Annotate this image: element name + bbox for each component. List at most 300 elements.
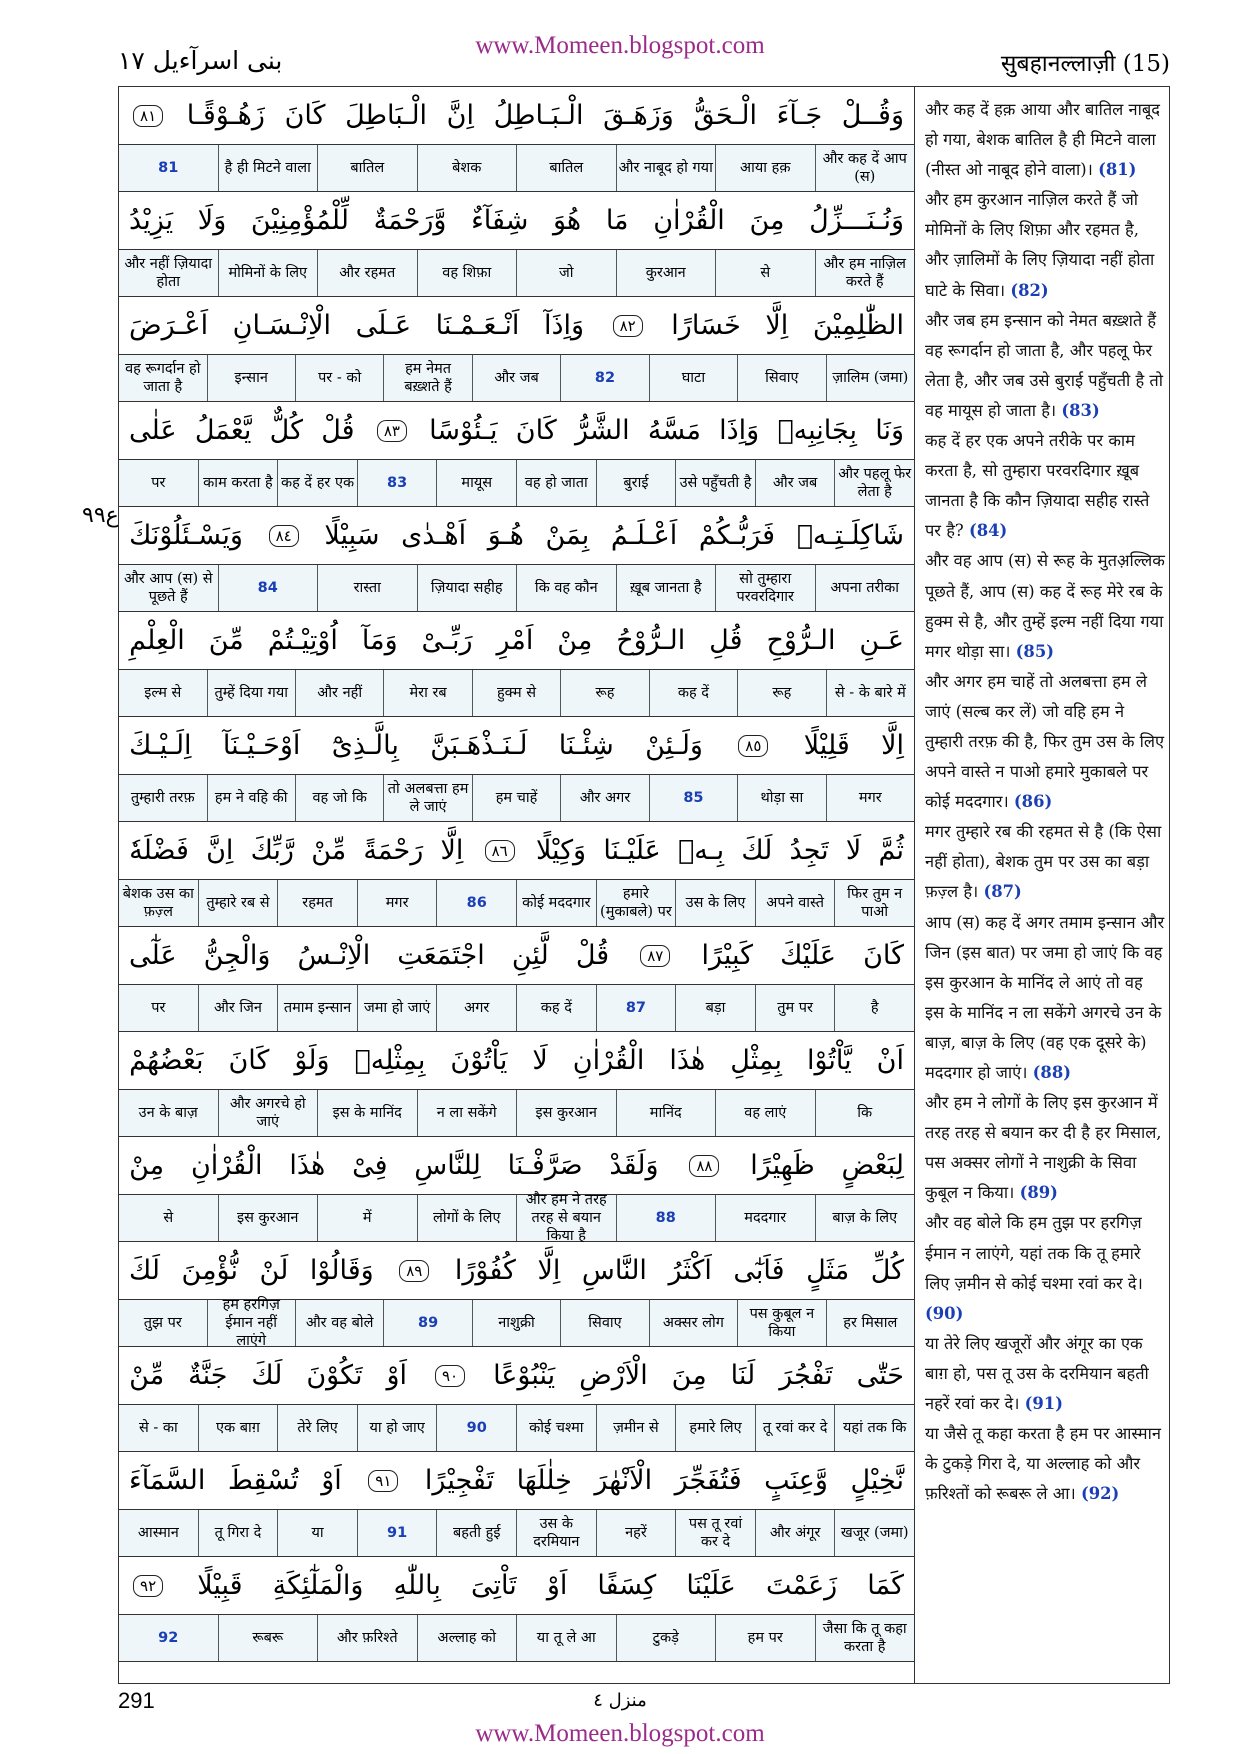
translation-text: और हम ने लोगों के लिए इस कुरआन में तरह तरह से बयान कर दी है हर मिसाल, पस अक्सर लोगों ने नाशुक्री के सिवा कुबूल न किया। [925, 1093, 1162, 1203]
arabic-word: نُّؤْمِنَ [181, 1255, 238, 1286]
arabic-word: تَفْجُرَ [779, 1360, 833, 1391]
meaning-cell: पर - को [295, 355, 383, 401]
meaning-cell: पर [151, 1000, 166, 1016]
arabic-word: مِّنْ [311, 835, 347, 866]
arabic-word: مِنْ [129, 1150, 165, 1181]
arabic-word: وَّعِنَبٍ [764, 1465, 828, 1496]
meaning-cell: हम पर [715, 1615, 815, 1661]
arabic-word: مَسَّهُ [647, 415, 701, 446]
meaning-cell: और आप (स) से पूछते हैं [123, 571, 213, 605]
arabic-word: وَنَا [875, 415, 904, 446]
arabic-word: فَتُفَجِّرَ [674, 1465, 742, 1496]
arabic-word: اَوْ [321, 1465, 342, 1496]
meaning-cell: कुरआन [616, 250, 716, 296]
meaning-cell: और वह बोले [295, 1300, 383, 1346]
translation-paragraph [925, 426, 1165, 546]
meaning-cell: से - के बारे में [826, 670, 914, 716]
meaning-cell: मायूस [436, 460, 516, 506]
meaning-cell: आया हक़ [715, 145, 815, 191]
arabic-line [119, 927, 914, 985]
arabic-word: اَنْـعَـمْـنَا [435, 310, 520, 341]
meaning-row [119, 355, 914, 402]
arabic-word: وَّرَحْمَةٌ [373, 205, 447, 236]
arabic-word: اِنَّ [446, 100, 474, 131]
meaning-cell: हुक्म से [472, 670, 560, 716]
meaning-cell: लोगों के लिए [417, 1195, 517, 1241]
arabic-word: قَلِيْلًا [803, 730, 850, 761]
meaning-row [119, 1297, 914, 1349]
meaning-cell: अपना तरीका [815, 565, 915, 611]
meaning-cell: कह दें [516, 985, 596, 1031]
arabic-word: الْعِلْمِ [129, 625, 185, 656]
meaning-cell: रूबरू [218, 1615, 318, 1661]
meaning-cell: है ही मिटने वाला [218, 145, 318, 191]
meaning-cell: रूह [560, 670, 648, 716]
translation-text: या तेरे लिए खजूरों और अंगूर का एक बाग़ हो, पस तू उस के दरमियान बहती नहरें रवां कर दे। [925, 1333, 1149, 1414]
meaning-cell: ज़ालिम (जमा) [826, 355, 914, 401]
meaning-cell: तो अलबत्ता हम ले जाएं [383, 775, 471, 821]
meaning-cell: हम चाहें [472, 775, 560, 821]
arabic-word: الْاِنْـسُ [297, 940, 371, 971]
arabic-word: فَرَبُّـكُمْ [698, 520, 776, 551]
arabic-word: كُفُوْرًا [454, 1255, 516, 1286]
arabic-word: وَيَسْـئَلُوْنَكَ [129, 520, 243, 551]
meaning-cell: उसे पहुँचती है [675, 460, 755, 506]
meaning-cell: और जब [472, 355, 560, 401]
meaning-cell: ज़मीन से [596, 1405, 676, 1451]
meaning-cell: और फ़रिश्ते [317, 1615, 417, 1661]
meaning-cell: तुम पर [755, 985, 835, 1031]
arabic-word: الْاِنْـسَـانِ [232, 310, 332, 341]
meaning-cell: और हम नाज़िल करते हैं [815, 250, 915, 296]
meaning-cell: तुम्हारे रब से [198, 880, 278, 926]
meaning-cell: कह दें [649, 670, 737, 716]
arabic-word: وَاِذَا [719, 415, 760, 446]
ayah-number-cell: 86 [436, 880, 516, 926]
ayah-number-cell: 90 [436, 1405, 516, 1451]
ayah-number: (82) [1010, 280, 1049, 300]
arabic-word: وَالْمَلٰٓئِكَةِ [272, 1570, 364, 1601]
meaning-cell: तुम्हारी तरफ़ [130, 790, 195, 806]
arabic-word: اِلَـيْـكَ [129, 730, 192, 761]
meaning-cell: पर [151, 475, 166, 491]
meaning-cell: से [163, 1210, 174, 1226]
ayah-number: (81) [1098, 160, 1137, 180]
arabic-word: شِئْـنَا [558, 730, 614, 761]
manzil-label: منزل ٤ [593, 1690, 647, 1711]
meaning-cell: अगर [436, 985, 516, 1031]
meaning-cell: नहरें [596, 1510, 676, 1556]
meaning-cell: वह जो कि [295, 775, 383, 821]
arabic-word: وَمَآ [361, 625, 398, 656]
arabic-word: الـرُّوْحُ [616, 625, 686, 656]
arabic-word: الْـبَـاطِلُ [493, 100, 584, 131]
arabic-word: وَلَا [197, 205, 227, 236]
meaning-cell: वह शिफ़ा [417, 250, 517, 296]
meaning-row [119, 670, 914, 717]
arabic-word: عَلَيْكَ [780, 940, 837, 971]
arabic-word: لَا [532, 1045, 548, 1076]
meaning-cell: रूह [737, 670, 825, 716]
meaning-cell: से [715, 250, 815, 296]
meaning-cell: और जब [755, 460, 835, 506]
translation-text: और वह आप (स) से रूह के मुतअ़ल्लिक पूछते हैं, आप (स) कह दें रूह मेरे रब के हुक्म से है, और तुम्हें इल्म नहीं दिया गया मगर थोड़ा सा। [925, 551, 1165, 661]
arabic-word: ثُمَّ [878, 835, 904, 866]
ayah-number: (84) [968, 521, 1008, 541]
arabic-line [119, 402, 914, 460]
translation-text: और जब हम इन्सान को नेमत बख़्शते हैं वह रूगर्दान हो जाता है, और पहलू फेर लेता है, और जब उसे बुराई पहुँचती है तो वह मायूस हो जाता है। [925, 310, 1164, 420]
translation-paragraph [925, 306, 1165, 426]
arabic-line [119, 1032, 914, 1090]
arabic-word: يَـئُوْسًا [429, 415, 498, 446]
meaning-row [119, 1192, 914, 1244]
arabic-word: قُلْ [575, 940, 610, 971]
arabic-word: قُلْ [321, 415, 355, 446]
arabic-word: الـرُّوْحِ [766, 625, 836, 656]
arabic-word: سَبِيْلًا [324, 520, 380, 551]
meaning-cell: कह दें हर एक [277, 460, 357, 506]
arabic-word: جَنَّةٌ [188, 1360, 228, 1391]
meaning-cell: बाज़ के लिए [815, 1195, 915, 1241]
translation-paragraph [925, 95, 1165, 185]
ayah-number-cell: 88 [616, 1195, 716, 1241]
arabic-word: كَانَ [515, 415, 557, 446]
translation-paragraph [925, 1208, 1165, 1328]
arabic-word: لِلنَّاسِ [414, 1150, 481, 1181]
arabic-word: اُوْتِيْـتُمْ [267, 625, 338, 656]
arabic-word: كَانَ [284, 100, 326, 131]
arabic-word: كُلِّ [870, 1255, 904, 1286]
arabic-word: اَوْ [386, 1360, 408, 1391]
arabic-word: الظّٰلِمِيْنَ [812, 310, 904, 341]
arabic-word: زَعَمْتَ [765, 1570, 838, 1601]
arabic-word: الْاَرْضِ [579, 1360, 648, 1391]
meaning-cell: वह लाएं [715, 1090, 815, 1136]
arabic-word: بِمِثْلِ [730, 1045, 782, 1076]
arabic-line [119, 612, 914, 670]
translation-paragraph [925, 908, 1165, 1089]
arabic-word: بِـهٖ [678, 835, 725, 866]
ayah-number-cell: 87 [596, 985, 676, 1031]
arabic-word: عَلَيْـنَا [603, 835, 661, 866]
translation-column [915, 87, 1171, 1683]
meaning-cell: तुझ पर [143, 1315, 182, 1331]
ayah-number: (87) [983, 882, 1022, 902]
arabic-word: حَتّٰى [856, 1360, 904, 1391]
arabic-word: وَقَالُوْا [309, 1255, 374, 1286]
meaning-cell: खजूर (जमा) [834, 1510, 914, 1556]
meaning-row [119, 1615, 914, 1662]
ayah-marker: ٨٣ [377, 420, 407, 442]
arabic-line [119, 192, 914, 250]
meaning-cell: हम ने वहि की [207, 775, 295, 821]
arabic-word: كَانَ [228, 1045, 270, 1076]
ayah-marker: ٨٧ [640, 945, 670, 967]
arabic-word: تُسْقِطَ [227, 1465, 299, 1496]
meaning-cell: या हो जाए [357, 1405, 437, 1451]
meaning-cell: हमारे लिए [675, 1405, 755, 1451]
meaning-cell: और जिन [198, 985, 278, 1031]
arabic-word: اِلَّا [537, 1255, 561, 1286]
arabic-word: تَكُوْنَ [306, 1360, 363, 1391]
ruku-mark: ۹ع۹ [82, 503, 119, 528]
translation-text: और कह दें हक़ आया और बातिल नाबूद हो गया, बेशक बातिल है ही मिटने वाला (नीस्त ओ नाबूद होने वाला)। [925, 100, 1160, 180]
arabic-word: مِنَ [749, 205, 785, 236]
meaning-cell: मेरा रब [383, 670, 471, 716]
meaning-cell: ज़ियादा सहीह [417, 565, 517, 611]
arabic-word: عَـلَى [355, 310, 412, 341]
arabic-line [119, 1242, 914, 1300]
arabic-word: وَنُـنَـــزِّلُ [809, 205, 904, 236]
meaning-cell: वह रूगर्दान हो जाता है [125, 361, 201, 395]
arabic-word: هٰذَا [669, 1045, 706, 1076]
arabic-word: يَنْبُوْعًا [493, 1360, 556, 1391]
meaning-cell: तमाम इन्सान [277, 985, 357, 1031]
page-number: 291 [118, 1688, 155, 1713]
ayah-marker: ٩١ [368, 1470, 398, 1492]
meaning-cell: काम करता है [198, 460, 278, 506]
meaning-cell: और नहीं [295, 670, 383, 716]
meaning-cell: बड़ा [675, 985, 755, 1031]
arabic-word: صَرَّفْـنَا [507, 1150, 583, 1181]
meaning-cell: मानिंद [616, 1090, 716, 1136]
arabic-word: مِنَ [671, 1360, 707, 1391]
meaning-row [119, 1090, 914, 1137]
ayah-number: (92) [1080, 1484, 1120, 1504]
arabic-word: وَلَوْ [294, 1045, 330, 1076]
arabic-word: هٰذَا [289, 1150, 326, 1181]
arabic-word: تَجِدُ [789, 835, 829, 866]
meaning-cell: रहमत [277, 880, 357, 926]
meaning-cell: या [277, 1510, 357, 1556]
meaning-cell: इन्सान [207, 355, 295, 401]
translation-text: और हम कुरआन नाज़िल करते हैं जो मोमिनों के लिए शिफ़ा और रहमत है, और ज़ालिमों के लिए ज़ियादा नहीं होता घाटे के सिवा। [925, 190, 1155, 300]
ayah-number-cell: 92 [158, 1630, 179, 1646]
header-url[interactable]: www.Momeen.blogspot.com [475, 32, 765, 59]
arabic-word: رَحْمَةً [363, 835, 424, 866]
arabic-line [119, 297, 914, 355]
surah-title: بنی اسرآءیل ۱۷ [118, 46, 283, 75]
arabic-word: لِبَعْضٍ [841, 1150, 904, 1181]
arabic-line [119, 1452, 914, 1510]
translation-text: और वह बोले कि हम तुझ पर हरगिज़ ईमान न लाएंगे, यहां तक कि तू हमारे लिए ज़मीन से कोई चश्मा रवां कर दे। [925, 1213, 1143, 1293]
ayah-number: (83) [1061, 400, 1100, 420]
arabic-word: هُوَ [552, 205, 582, 236]
arabic-word: تَاْتِىَ [470, 1570, 517, 1601]
translation-text: कह दें हर एक अपने तरीके पर काम करता है, सो तुम्हारा परवरदिगार ख़ूब जानता है कि कौन ज़ियादा सहीह रास्ते पर है? [925, 431, 1150, 541]
meaning-cell: न ला सकेंगे [417, 1090, 517, 1136]
arabic-word: وَلَقَدْ [609, 1150, 659, 1181]
arabic-word: اَوْ [546, 1570, 568, 1601]
arabic-word: رَّبِّكَ [250, 835, 294, 866]
arabic-word: لِّلْمُؤْمِنِيْنَ [250, 205, 349, 236]
arabic-word: خَسَارًا [671, 310, 741, 341]
arabic-word: هُـوَ [487, 520, 524, 551]
arabic-word: الْاَنْهٰرَ [594, 1465, 653, 1496]
arabic-word: اَعْـلَـمُ [610, 520, 678, 551]
arabic-word: اَهْـدٰى [401, 520, 467, 551]
meaning-cell: वह हो जाता [516, 460, 596, 506]
meaning-cell: मोमिनों के लिए [218, 250, 318, 296]
arabic-word: عَـنِ [859, 625, 904, 656]
arabic-word: وَزَهَـقَ [603, 100, 674, 131]
arabic-word: جَـآءَ [776, 100, 823, 131]
translation-paragraph [925, 1329, 1165, 1419]
footer-url[interactable]: www.Momeen.blogspot.com [475, 1720, 765, 1747]
meaning-cell: जमा हो जाएं [357, 985, 437, 1031]
ayah-number-cell: 82 [560, 355, 648, 401]
meaning-cell: मददगार [715, 1195, 815, 1241]
meaning-cell: अल्लाह को [417, 1615, 517, 1661]
meaning-cell: बहती हुई [436, 1510, 516, 1556]
meaning-cell: थोड़ा सा [737, 775, 825, 821]
arabic-word: لَكَ [741, 835, 773, 866]
meaning-cell: और नहीं ज़ियादा होता [124, 256, 213, 290]
arabic-word: لَكَ [129, 1255, 160, 1286]
arabic-line [119, 822, 914, 880]
arabic-word: كَانَ [863, 940, 904, 971]
meaning-cell: और अगर [560, 775, 648, 821]
arabic-word: تَفْجِيْرًا [424, 1465, 495, 1496]
arabic-word: نَّخِيْلٍ [850, 1465, 904, 1496]
arabic-word: شِفَآءٌ [471, 205, 529, 236]
meaning-cell: हम हरगिज़ ईमान नहीं लाएंगे [207, 1300, 295, 1346]
translation-paragraph [925, 817, 1165, 907]
arabic-word: وَالْجِنُّ [203, 940, 271, 971]
meaning-cell: और अगरचे हो जाएं [218, 1090, 318, 1136]
arabic-word: مَثَلٍ [806, 1255, 850, 1286]
arabic-word: كَمَا [867, 1570, 904, 1601]
arabic-word: وَقُــلْ [841, 100, 904, 131]
meaning-cell: फिर तुम न पाओ [834, 880, 914, 926]
para-title: सुबहानल्लाज़ी (15) [1000, 51, 1170, 77]
arabic-word: لَّئِنِ [511, 940, 549, 971]
arabic-word: اِلَّا [440, 835, 464, 866]
arabic-word: عَلٰى [129, 415, 177, 446]
arabic-word: الْـبَاطِلَ [345, 100, 428, 131]
meaning-cell: अपने वास्ते [755, 880, 835, 926]
meaning-cell: इस कुरआन [218, 1195, 318, 1241]
page-frame [118, 86, 1170, 1684]
arabic-line [119, 717, 914, 775]
meaning-cell: इल्म से [144, 685, 182, 701]
arabic-word: اَوْحَـيْـنَآ [222, 730, 301, 761]
ayah-marker: ٨٢ [613, 315, 643, 337]
arabic-word: اِلَّا [765, 310, 789, 341]
meaning-cell: उस के दरमियान [516, 1510, 596, 1556]
arabic-word: لَنْ [259, 1255, 289, 1286]
arabic-word: رَبِّـىْ [421, 625, 473, 656]
meaning-cell: सिवाए [560, 1300, 648, 1346]
meaning-cell: जो [516, 250, 616, 296]
ayah-number-cell: 91 [357, 1510, 437, 1556]
meaning-row [119, 1405, 914, 1452]
ayah-marker: ٨٨ [689, 1155, 719, 1177]
arabic-word: اجْتَمَعَتِ [397, 940, 485, 971]
ayah-marker: ٨١ [133, 105, 163, 127]
arabic-word: النَّاسِ [581, 1255, 647, 1286]
meaning-cell: कोई मददगार [516, 880, 596, 926]
ayah-number: (88) [1032, 1063, 1071, 1082]
meaning-cell: हमारे (मुकाबले) पर [596, 880, 676, 926]
meaning-cell: और पहलू फेर लेता है [834, 460, 914, 506]
arabic-word: لَنَا [730, 1360, 756, 1391]
meaning-cell: टुकड़े [616, 1615, 716, 1661]
meaning-cell: यहां तक कि [834, 1405, 914, 1451]
meaning-cell: आस्मान [137, 1525, 179, 1541]
arabic-line [119, 1557, 914, 1615]
arabic-word: وَاِذَآ [543, 310, 585, 341]
ayah-marker: ٩٢ [133, 1575, 163, 1597]
arabic-word: شَاكِلَـتِـهٖ [796, 520, 904, 551]
translation-paragraph [925, 667, 1165, 817]
meaning-cell: और अंगूर [755, 1510, 835, 1556]
meaning-row [119, 1510, 914, 1557]
meaning-cell: घाटा [649, 355, 737, 401]
meaning-cell: बातिल [317, 145, 417, 191]
translation-text: या जैसे तू कहा करता है हम पर आस्मान के टुकड़े गिरा दे, या अल्लाह को और फ़रिश्तों को रूबरू ले आ। [925, 1424, 1161, 1504]
meaning-cell: मगर [826, 775, 914, 821]
ayah-number-cell: 83 [357, 460, 437, 506]
meaning-cell: बेशक उस का फ़ज़्ल [122, 886, 194, 920]
arabic-word: عَلٰٓى [129, 940, 177, 971]
arabic-word: بَعْضُهُمْ [129, 1045, 204, 1076]
arabic-word: بِمِثْلِهٖ [354, 1045, 426, 1076]
meaning-row [119, 565, 914, 612]
ayah-number-cell: 89 [383, 1300, 471, 1346]
meaning-row [119, 775, 914, 822]
ayah-number-cell: 81 [158, 160, 179, 176]
arabic-word: الشَّرُّ [574, 415, 630, 446]
meaning-cell: बातिल [516, 145, 616, 191]
meaning-cell: में [317, 1195, 417, 1241]
meaning-cell: और नाबूद हो गया [616, 145, 716, 191]
meaning-cell: है [834, 985, 914, 1031]
ayah-number: (91) [1024, 1394, 1063, 1414]
arabic-word: الْقُرْاٰنِ [572, 1045, 645, 1076]
arabic-word: الْقُرْاٰنِ [653, 205, 725, 236]
meaning-cell: सो तुम्हारा परवरदिगार [715, 565, 815, 611]
ayah-marker: ٨٥ [738, 735, 768, 757]
ayah-number-cell: 84 [218, 565, 318, 611]
arabic-word: السَّمَآءَ [129, 1465, 206, 1496]
ayah-number-cell: 85 [649, 775, 737, 821]
arabic-word: فِىْ [352, 1150, 388, 1181]
meaning-cell: ख़ूब जानता है [616, 565, 716, 611]
arabic-word: زَهُـوْقًـا [186, 100, 265, 131]
meaning-cell: जैसा कि तू कहा करता है [815, 1615, 915, 1661]
ayah-marker: ٩٠ [435, 1365, 465, 1387]
arabic-word: بِاللّٰهِ [393, 1570, 441, 1601]
arabic-line [119, 507, 914, 565]
arabic-word: يَّاْتُوْا [806, 1045, 852, 1076]
meaning-row [119, 460, 914, 507]
arabic-word: عَلَيْنَا [686, 1570, 736, 1601]
meaning-cell: और रहमत [317, 250, 417, 296]
arabic-word: فَضْلَهٗ [129, 835, 189, 866]
meaning-cell: तुम्हें दिया गया [207, 670, 295, 716]
meaning-cell: और हम ने तरह तरह से बयान किया है [516, 1195, 616, 1241]
arabic-word: وَكِيْلًا [535, 835, 587, 866]
meaning-cell: तू गिरा दे [198, 1510, 278, 1556]
arabic-word: اِلَّا [881, 730, 904, 761]
meaning-cell: अक्सर लोग [649, 1300, 737, 1346]
arabic-word: مِنْ [557, 625, 593, 656]
arabic-line [119, 1347, 914, 1405]
meaning-row [119, 880, 914, 927]
arabic-word: اَمْرِ [496, 625, 534, 656]
arabic-line [119, 1137, 914, 1195]
